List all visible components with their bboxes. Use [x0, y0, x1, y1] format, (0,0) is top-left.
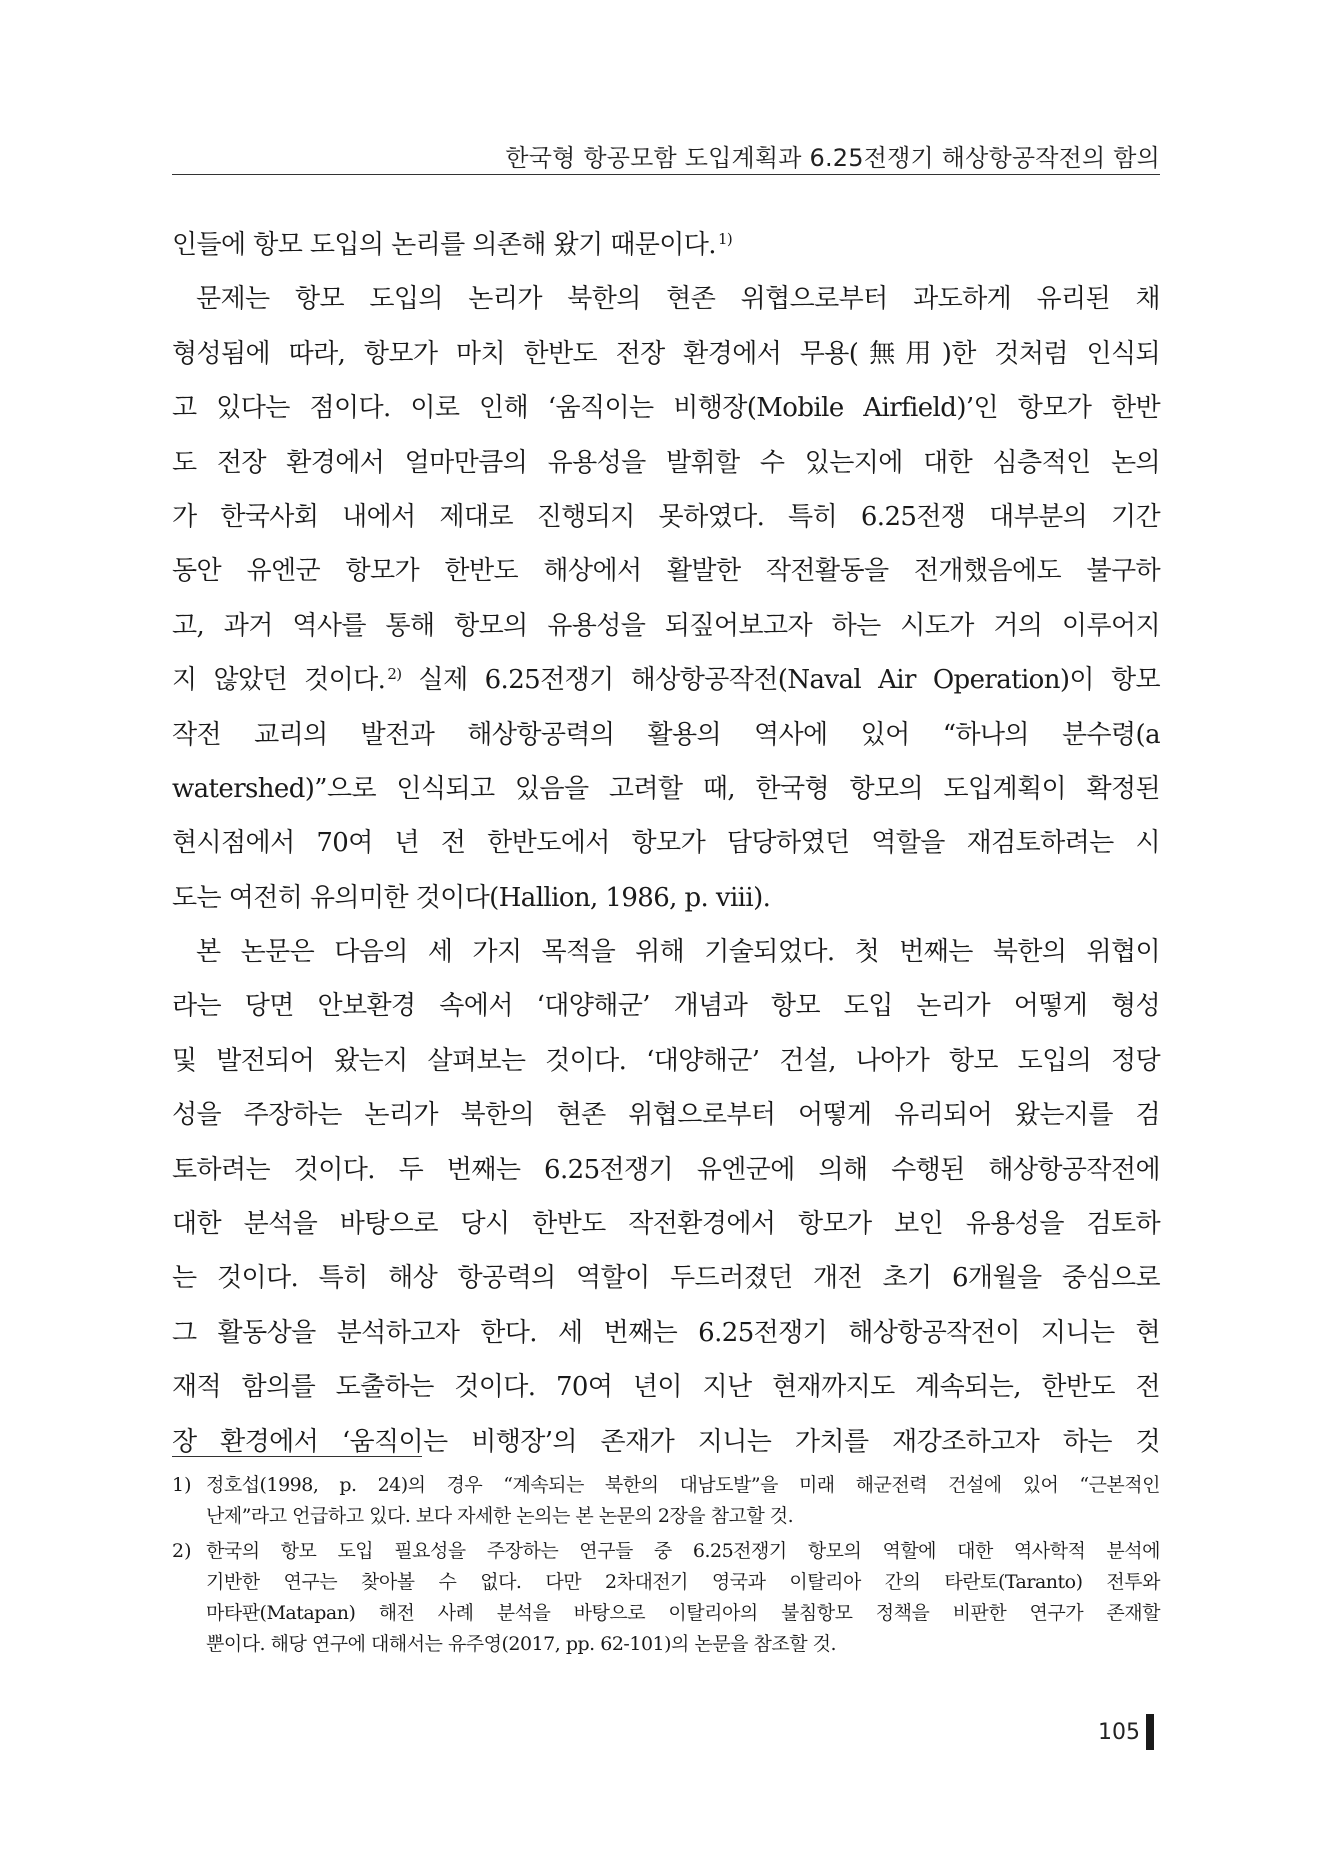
- body-line: 라는 당면 안보환경 속에서 ‘대양해군’ 개념과 항모 도입 논리가 어떻게 형성: [172, 991, 1160, 1022]
- body-line: 문제는 항모 도입의 논리가 북한의 현존 위협으로부터 과도하게 유리된 채: [196, 284, 1160, 315]
- body-line: [172, 653, 1160, 707]
- body-line: watershed)”으로 인식되고 있음을 고려할 때, 한국형 항모의 도입계획이 확정된: [172, 773, 1160, 804]
- footnotes: [172, 1470, 1160, 1664]
- page-number-bar: [1146, 1714, 1154, 1750]
- body-line: 대한 분석을 바탕으로 당시 한반도 작전환경에서 항모가 보인 유용성을 검토하: [172, 1209, 1160, 1240]
- body-line: 가 한국사회 내에서 제대로 진행되지 못하였다. 특히 6.25전쟁 대부분의 기간: [172, 501, 1160, 532]
- footnote-line: 뿐이다. 해당 연구에 대해서는 유주영(2017, pp. 62-101)의 논문을 참조할 것.: [206, 1633, 837, 1655]
- body-line: 그 활동상을 분석하고자 한다. 세 번째는 6.25전쟁기 해상항공작전이 지니는 현: [172, 1317, 1160, 1348]
- footnote-line: 마타판(Matapan) 해전 사례 분석을 바탕으로 이탈리아의 불침항모 정책을 비판한 연구가 존재할: [206, 1602, 1160, 1624]
- header-rule: [172, 174, 1160, 175]
- footnote-ref-2[interactable]: 2): [387, 665, 402, 684]
- footnote-line: 한국의 항모 도입 필요성을 주장하는 연구들 중 6.25전쟁기 항모의 역할에 대한 역사학적 분석에: [206, 1540, 1160, 1562]
- body-line: 동안 유엔군 항모가 한반도 해상에서 활발한 작전활동을 전개했음에도 불구하: [172, 556, 1160, 587]
- body-line: 고, 과거 역사를 통해 항모의 유용성을 되짚어보고자 하는 시도가 거의 이루어지: [172, 610, 1160, 641]
- footnote-line: 기반한 연구는 찾아볼 수 없다. 다만 2차대전기 영국과 이탈리아 간의 타란토(Taranto) 전투와: [206, 1571, 1160, 1593]
- body-text: [172, 218, 1160, 1469]
- body-line: 토하려는 것이다. 두 번째는 6.25전쟁기 유엔군에 의해 수행된 해상항공작전에: [172, 1154, 1160, 1185]
- body-line: 형성됨에 따라, 항모가 마치 한반도 전장 환경에서 무용(無用)한 것처럼 인식되: [172, 338, 1160, 369]
- footnote-line: 난제”라고 언급하고 있다. 보다 자세한 논의는 본 논문의 2장을 참고할 것.: [206, 1505, 794, 1527]
- footnote-rule: [172, 1456, 422, 1457]
- footnote-1: [172, 1470, 1160, 1532]
- body-line: 장 환경에서 ‘움직이는 비행장’의 존재가 지니는 가치를 재강조하고자 하는 것: [172, 1426, 1160, 1457]
- body-line: 도는 여전히 유의미한 것이다(Hallion, 1986, p. viii).: [172, 882, 771, 913]
- footnote-number: 1): [172, 1474, 192, 1496]
- footnote-number: 2): [172, 1540, 192, 1562]
- body-line: 현시점에서 70여 년 전 한반도에서 항모가 담당하였던 역할을 재검토하려는 시: [172, 828, 1160, 859]
- body-line: 및 발전되어 왔는지 살펴보는 것이다. ‘대양해군’ 건설, 나아가 항모 도입의 정당: [172, 1045, 1160, 1076]
- body-line: 고 있다는 점이다. 이로 인해 ‘움직이는 비행장(Mobile Airfield)’인 항모가 한반: [172, 393, 1160, 424]
- running-head-title: 한국형 항공모함 도입계획과 6.25전쟁기 해상항공작전의 함의: [505, 144, 1160, 172]
- body-line: 재적 함의를 도출하는 것이다. 70여 년이 지난 현재까지도 계속되는, 한반도 전: [172, 1372, 1160, 1403]
- body-line-text: 지 않았던 것이다.: [172, 665, 386, 696]
- body-line-text: 인들에 항모 도입의 논리를 의존해 왔기 때문이다.: [172, 230, 716, 260]
- footnote-ref-1[interactable]: 1): [717, 230, 733, 248]
- footnote-2: [172, 1536, 1160, 1660]
- footnote-line: 정호섭(1998, p. 24)의 경우 “계속되는 북한의 대남도발”을 미래 해군전력 건설에 있어 “근본적인: [206, 1474, 1160, 1496]
- body-line: 성을 주장하는 논리가 북한의 현존 위협으로부터 어떻게 유리되어 왔는지를 검: [172, 1100, 1160, 1131]
- body-line: 는 것이다. 특히 해상 항공력의 역할이 두드러졌던 개전 초기 6개월을 중심으로: [172, 1263, 1160, 1294]
- body-line: [172, 218, 1160, 272]
- page-number: 105: [1098, 1720, 1140, 1745]
- body-line: 작전 교리의 발전과 해상항공력의 활용의 역사에 있어 “하나의 분수령(a: [172, 719, 1160, 750]
- body-line: 본 논문은 다음의 세 가지 목적을 위해 기술되었다. 첫 번째는 북한의 위협이: [196, 937, 1160, 968]
- body-line-text: 실제 6.25전쟁기 해상항공작전(Naval Air Operation)이 항모: [401, 665, 1160, 696]
- body-line: 도 전장 환경에서 얼마만큼의 유용성을 발휘할 수 있는지에 대한 심층적인 논의: [172, 447, 1160, 478]
